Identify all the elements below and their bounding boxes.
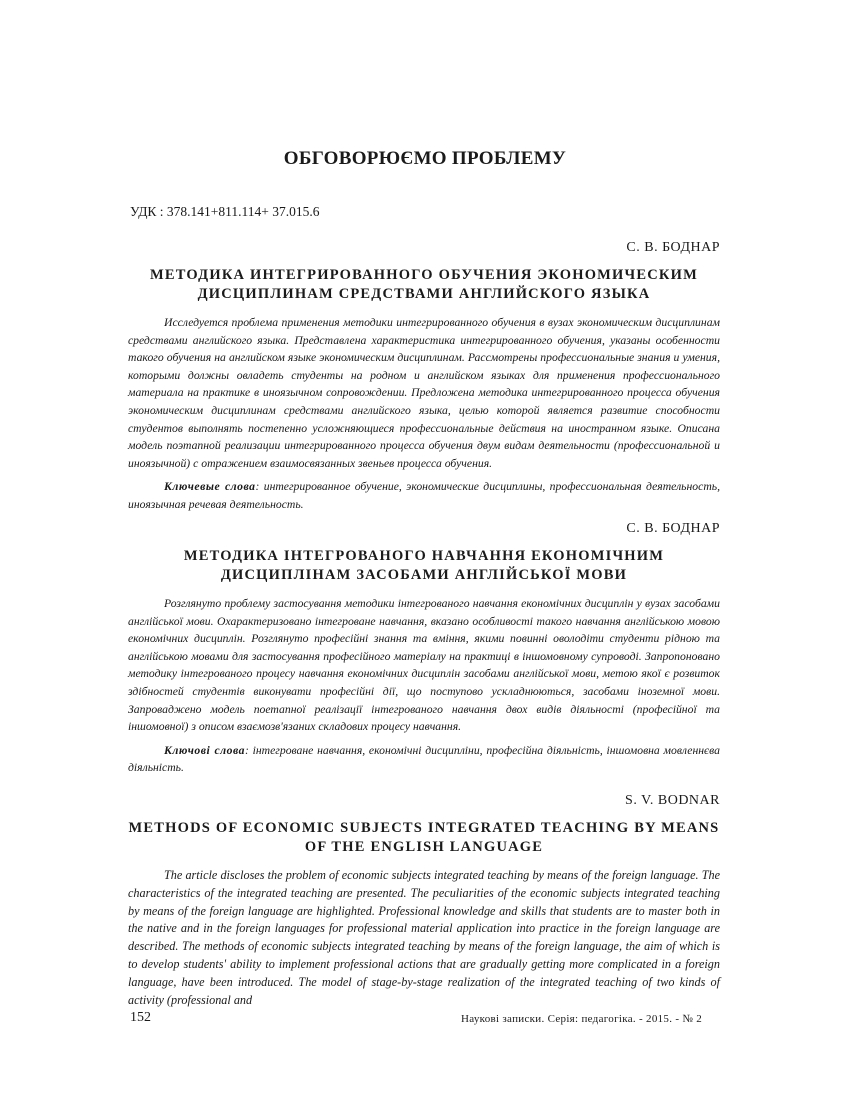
article-title-line: ДИСЦИПЛІНАМ ЗАСОБАМИ АНГЛІЙСЬКОЇ МОВИ xyxy=(220,567,628,583)
abstract: Розглянуто проблему застосування методики інтегрованого навчання економічних дисциплін у вузах засобами англійської мови. Охарактеризовано інтегроване навчання, вказано особливості такого навчання англійською мовою економічних дисциплін. Розглянуто професійні знання та вміння, якими повинні оволодіти студенти рідною та англійською мовами для застосування професійного матеріалу на практиці в іншомовному супроводі. Запропоновано методику інтегрованого процесу навчання економічних дисциплін засобами англійської мови, метою якої є розвиток здібностей студентів виконувати професійні дії, що поступово ускладнюються, засобами іноземної мови. Запроваджено модель поетапної реалізації інтегрованого навчання двох видів діяльності (професійної та іншомовної) з описом взаємозв'язаних складових процесу навчання. xyxy=(128,597,720,734)
abstract: The article discloses the problem of economic subjects integrated teaching by means of the foreign language. The characteristics of the integrated teaching are presented. The peculiarities of the economic subjects integrated teaching by means of the foreign language are highlighted. Professional knowledge and skills that students are to master both in the native and in the foreign languages for professional material application into practice in the foreign language are described. The methods of economic subjects integrated teaching by means of the foreign language, the aim of which is to develop students' ability to implement professional actions that are gradually getting more complicated in a foreign language, have been introduced. The model of stage-by-stage realization of the integrated teaching of two kinds of activity (professional and xyxy=(128,868,720,1007)
article-title-line: МЕТОДИКА ИНТЕГРИРОВАННОГО ОБУЧЕНИЯ ЭКОНОМИЧЕСКИМ xyxy=(149,267,698,283)
article-title xyxy=(128,819,720,857)
article-title-line: OF THE ENGLISH LANGUAGE xyxy=(304,839,544,855)
article-russian xyxy=(128,240,720,514)
keywords xyxy=(128,478,720,513)
journal-citation: Наукові записки. Серія: педагогіка. - 2015. - № 2 xyxy=(460,1013,702,1025)
page-number: 152 xyxy=(130,1010,151,1025)
article-title-line: МЕТОДИКА ІНТЕГРОВАНОГО НАВЧАННЯ ЕКОНОМІЧНИМ xyxy=(183,548,665,564)
section-title: ОБГОВОРЮЄМО ПРОБЛЕМУ xyxy=(283,148,567,169)
author-name: S. V. BODNAR xyxy=(625,793,720,808)
keywords-label: Ключові слова xyxy=(164,743,245,757)
author-name: С. В. БОДНАР xyxy=(626,240,720,255)
article-title xyxy=(128,547,720,585)
abstract: Исследуется проблема применения методики интегрированного обучения в вузах экономическим дисциплинам средствами английского языка. Представлена характеристика интегрированного обучения, указаны особенности такого обучения на английском языке экономическим дисциплинам. Рассмотрены профессиональные знания и умения, которыми должны овладеть студенты на родном и английском языках для применения профессионального материала на практике в иноязычном сопровождении. Предложена методика интегрированного процесса обучения экономическим дисциплинам средствами английского языка, целью которой является развитие способности студентов выполнять постепенно усложняющиеся профессиональные действия на иностранном языке. Описана модель поэтапной реализации интегрированного процесса обучения двум видам деятельности (профессиональной и иноязычной) с отражением взаимосвязанных звеньев процесса обучения. xyxy=(128,316,720,470)
article-english xyxy=(128,793,720,1009)
keywords-label: Ключевые слова xyxy=(164,480,256,494)
author-name: С. В. БОДНАР xyxy=(626,521,720,536)
article-title xyxy=(128,266,720,304)
keywords-text: : інтегроване навчання, економічні дисципліни, професійна діяльність, іншомовна мовленнєва діяльність. xyxy=(128,743,720,775)
article-title-line: ДИСЦИПЛИНАМ СРЕДСТВАМИ АНГЛИЙСКОГО ЯЗЫКА xyxy=(197,286,651,302)
article-title-line: METHODS OF ECONOMIC SUBJECTS INTEGRATED TEACHING BY MEANS xyxy=(128,820,720,836)
keywords xyxy=(128,742,720,777)
udk-code: УДК : 378.141+811.114+ 37.015.6 xyxy=(130,204,320,219)
article-ukrainian xyxy=(128,521,720,777)
keywords-text: : интегрированное обучение, экономические дисциплины, профессиональная деятельность, иноязычная речевая деятельность. xyxy=(128,480,720,511)
